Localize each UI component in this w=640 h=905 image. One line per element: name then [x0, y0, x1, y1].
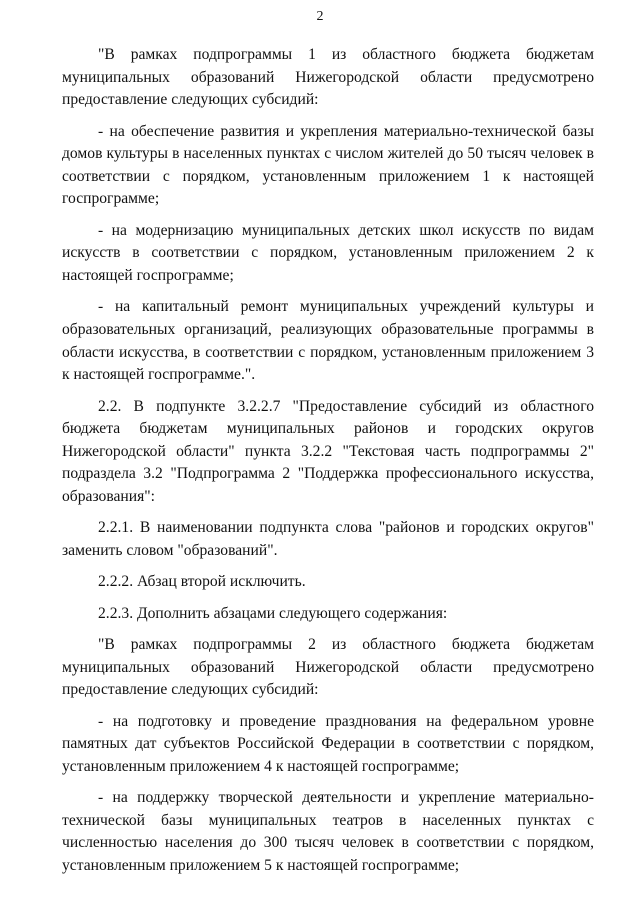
paragraph-intro-subprogram-2: "В рамках подпрограммы 2 из областного бюджета бюджетам муниципальных образований Нижегородской области предусмотрено предоставление следующих субсидий: — [62, 636, 594, 699]
paragraph-item-capital-repair: - на капитальный ремонт муниципальных учреждений культуры и образовательных организаций, реализующих образовательные программы в области искусства, в соответствии с порядком, установленным приложением 3 к настоящей госпрограмме.". — [62, 298, 594, 384]
paragraph-clause-2-2: 2.2. В подпункте 3.2.2.7 "Предоставление субсидий из областного бюджета бюджетам муниципальных районов и городских округов Нижегородской области" пункта 3.2.2 "Текстовая часть подпрограммы 2" подраздела 3.2 "Подпрограмма 2 "Поддержка профессионального искусства, образования": — [62, 397, 594, 505]
paragraph-clause-2-2-1: 2.2.1. В наименовании подпункта слова "районов и городских округов" заменить словом "образований". — [62, 519, 594, 559]
paragraph-clause-2-2-2: 2.2.2. Абзац второй исключить. — [98, 573, 306, 591]
paragraph-item-culture-houses: - на обеспечение развития и укрепления материально-технической базы домов культуры в населенных пунктах с числом жителей до 50 тысяч человек в соответствии с порядком, установленным приложением 1 к настоящей госпрограмме; — [62, 122, 594, 208]
document-body — [62, 44, 594, 878]
paragraph-item-memorial-dates: - на подготовку и проведение празднования на федеральном уровне памятных дат субъектов Российской Федерации в соответствии с порядком, установленным приложением 4 к настоящей госпрограмме; — [62, 712, 594, 775]
paragraph-intro-subprogram-1: "В рамках подпрограммы 1 из областного бюджета бюджетам муниципальных образований Нижегородской области предусмотрено предоставление следующих субсидий: — [62, 46, 594, 109]
page-number: 2 — [316, 9, 324, 24]
paragraph-item-art-schools: - на модернизацию муниципальных детских школ искусств по видам искусств в соответствии с порядком, установленным приложением 2 к настоящей госпрограмме; — [62, 221, 594, 284]
paragraph-clause-2-2-3: 2.2.3. Дополнить абзацами следующего содержания: — [98, 604, 448, 622]
paragraph-item-theatres: - на поддержку творческой деятельности и укрепление материально-технической базы муниципальных театров в населенных пунктах с численностью населения до 300 тысяч человек в соответствии с порядком, установленным приложением 5 к настоящей госпрограмме; — [62, 789, 594, 874]
